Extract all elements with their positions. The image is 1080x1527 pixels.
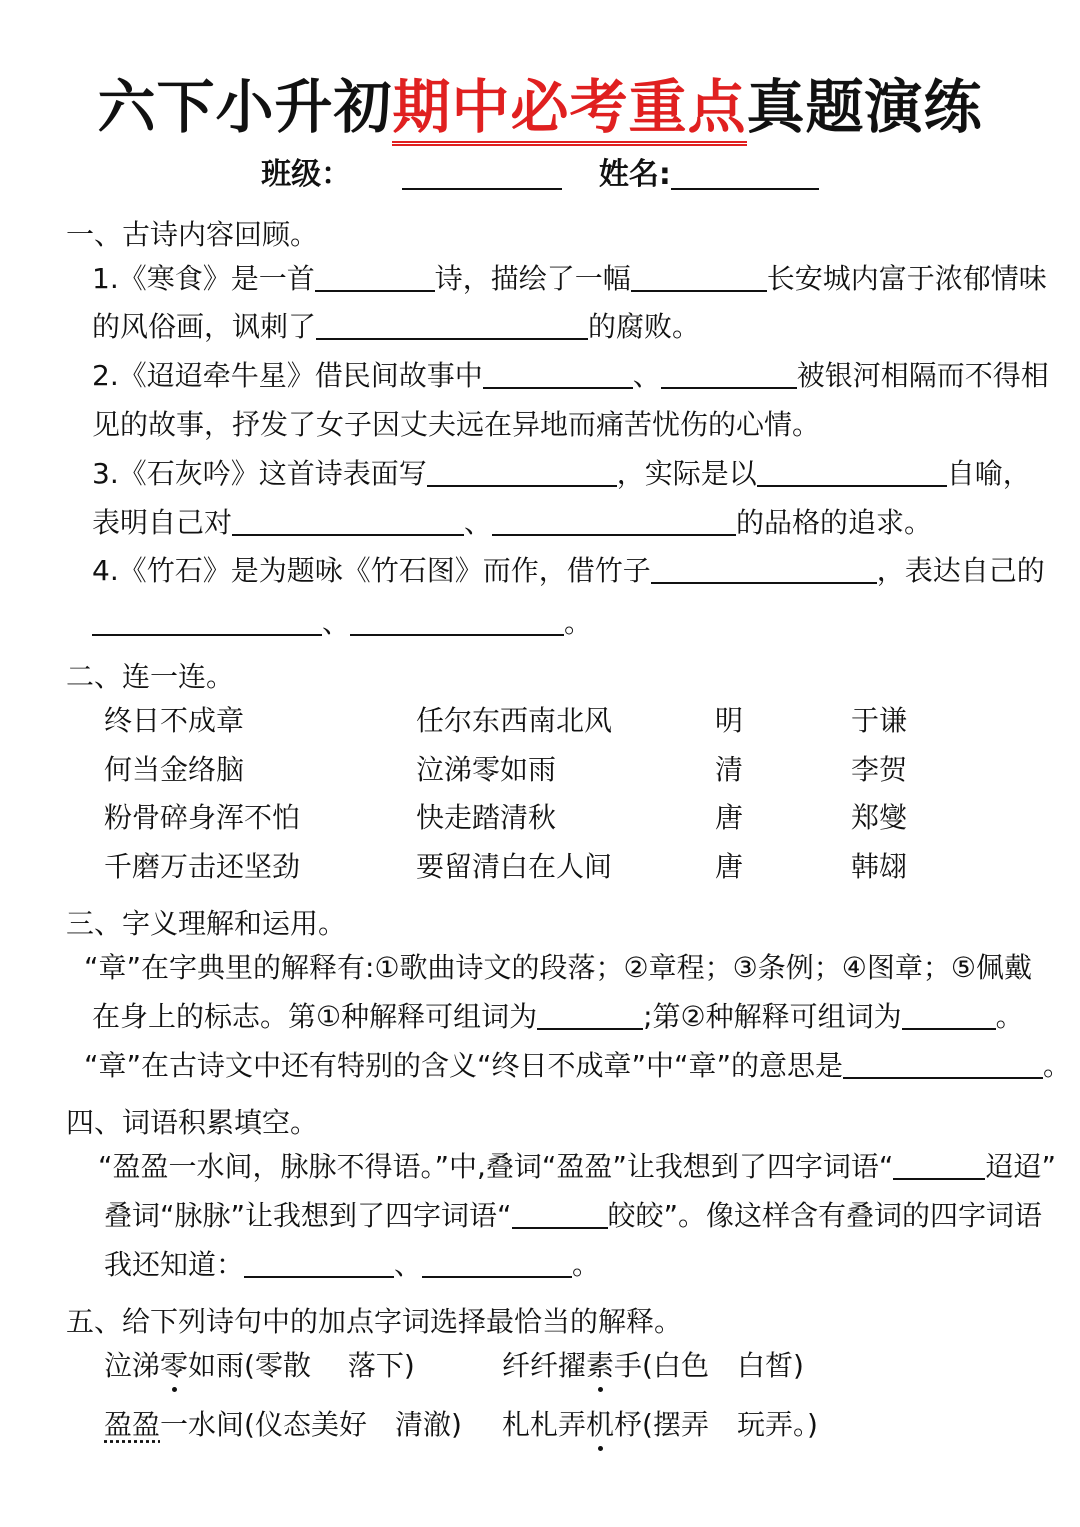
q2-blank-1[interactable] [483,357,633,389]
q1-blank-2[interactable] [631,260,767,292]
s3-blank-1[interactable] [537,998,643,1030]
q4-line2: 、 。 [92,603,592,643]
q3-blank-2[interactable] [757,455,947,487]
section-3-heading: 三、字义理解和运用。 [66,907,347,940]
s5-phrase-4[interactable]: 札札弄机杼(摆弄 玩弄。) [502,1405,818,1445]
s4-blank-2[interactable] [512,1197,608,1229]
section-2-heading: 二、连一连。 [66,660,235,693]
name-field[interactable] [671,154,819,190]
q3-line2: 表明自己对 、 的品格的追求。 [92,506,933,539]
q1-blank-1[interactable] [315,260,435,292]
q4-line1: 4.《竹石》是为题咏《竹石图》而作，借竹子 ，表达自己的 [92,554,1045,587]
s4-line2: 叠词“脉脉”让我想到了四字词语“ 皎皎”。像这样含有叠词的四字词语 [104,1199,1043,1232]
title-prefix: 六下小升初 [97,73,393,141]
match-col2-item[interactable]: 泣涕零如雨 [416,753,557,786]
class-label: 班级： [261,157,352,192]
q2-line1: 2.《迢迢牵牛星》借民间故事中 、 被银河相隔而不得相 [92,359,1049,392]
dotted-char: 零 [160,1346,188,1386]
page-title [0,70,1080,144]
match-col1-item[interactable]: 何当金络脑 [104,753,245,786]
dotted-char: 素 [586,1346,614,1386]
q3-line1: 3.《石灰吟》这首诗表面写 ，实际是以 自喻， [92,457,1031,490]
q4-blank-3[interactable] [350,604,564,636]
s4-blank-4[interactable] [422,1246,572,1278]
student-info-bar [0,150,1080,200]
s3-blank-3[interactable] [843,1047,1043,1079]
section-1-heading: 一、古诗内容回顾。 [66,218,319,251]
class-field[interactable] [402,154,562,190]
s4-line1: “盈盈一水间，脉脉不得语。”中,叠词“盈盈”让我想到了四字词语“ 迢迢” [98,1150,1056,1183]
match-col2-item[interactable]: 任尔东西南北风 [416,704,613,737]
title-suffix: 真题演练 [746,73,983,141]
match-col4-item[interactable]: 郑燮 [851,801,908,834]
dotted-word: 盈盈 [104,1408,161,1441]
match-col3-item[interactable]: 唐 [715,801,744,834]
match-col4-item[interactable]: 韩翃 [851,850,908,883]
q3-blank-4[interactable] [492,504,736,536]
match-col3-item[interactable]: 清 [715,753,744,786]
match-col3-item[interactable]: 唐 [715,850,744,883]
match-col1-item[interactable]: 粉骨碎身浑不怕 [104,801,301,834]
match-col4-item[interactable]: 李贺 [851,753,908,786]
s3-line1: “章”在字典里的解释有:①歌曲诗文的段落；②章程；③条例；④图章；⑤佩戴 [84,951,1032,984]
s3-line2: 在身上的标志。第①种解释可组词为 ;第②种解释可组词为 。 [92,1000,1024,1033]
match-col2-item[interactable]: 快走踏清秋 [416,801,557,834]
q1-line1: 1.《寒食》是一首 诗，描绘了一幅 长安城内富于浓郁情味 [92,262,1047,295]
q4-blank-1[interactable] [651,552,877,584]
section-5-heading: 五、给下列诗句中的加点字词选择最恰当的解释。 [66,1305,683,1338]
match-col1-item[interactable]: 终日不成章 [104,704,245,737]
s4-line3: 我还知道： 、 。 [104,1248,601,1281]
s3-line3: “章”在古诗文中还有特别的含义“终日不成章”中“章”的意思是 。 [84,1049,1072,1082]
section-4-heading: 四、词语积累填空。 [66,1106,319,1139]
match-col4-item[interactable]: 于谦 [851,704,908,737]
match-col1-item[interactable]: 千磨万击还坚劲 [104,850,301,883]
match-col3-item[interactable]: 明 [715,704,744,737]
q1-line2: 的风俗画，讽刺了 的腐败。 [92,310,701,343]
name-label: 姓名: [598,157,671,192]
q3-blank-3[interactable] [232,504,464,536]
s4-blank-1[interactable] [893,1148,985,1180]
dotted-char: 机 [586,1405,614,1445]
q2-blank-2[interactable] [661,357,797,389]
q4-blank-2[interactable] [92,604,322,636]
q1-blank-3[interactable] [316,308,588,340]
q2-line2: 见的故事，抒发了女子因丈夫远在异地而痛苦忧伤的心情。 [92,408,821,441]
s5-phrase-3[interactable]: 盈盈一水间(仪态美好 清澈) [104,1408,462,1441]
title-highlight: 期中必考重点 [392,73,746,146]
s3-blank-2[interactable] [902,998,996,1030]
match-col2-item[interactable]: 要留清白在人间 [416,850,613,883]
s5-phrase-1[interactable]: 泣涕零如雨(零散 落下) [104,1346,415,1386]
s5-phrase-2[interactable]: 纤纤擢素手(白色 白皙) [502,1346,804,1386]
q3-blank-1[interactable] [427,455,617,487]
s4-blank-3[interactable] [244,1246,394,1278]
